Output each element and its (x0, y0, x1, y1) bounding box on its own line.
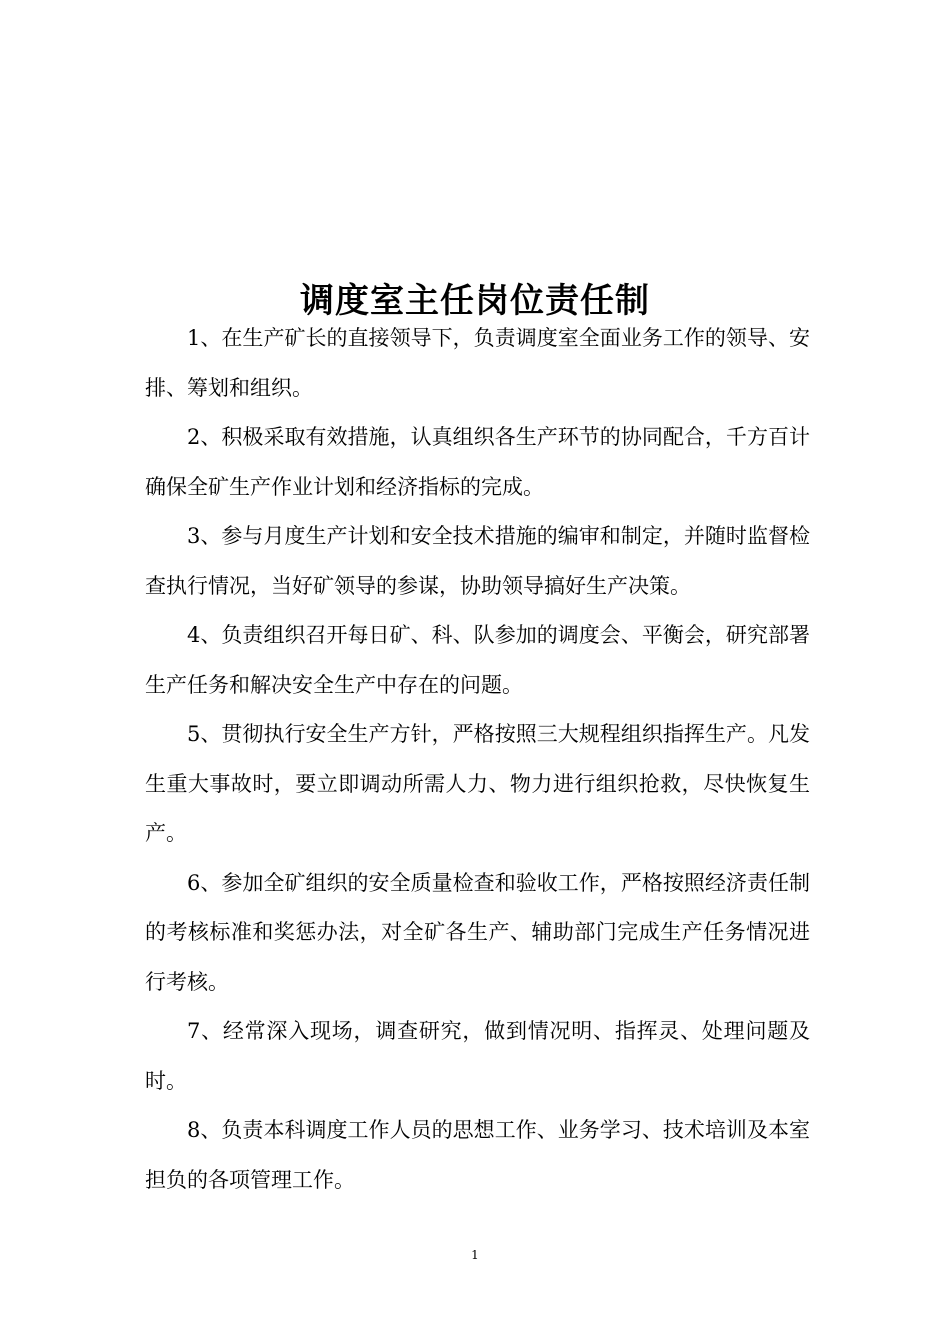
paragraph-1: 1、在生产矿长的直接领导下，负责调度室全面业务工作的领导、安排、筹划和组织。 (145, 326, 810, 400)
paragraph-8: 8、负责本科调度工作人员的思想工作、业务学习、技术培训及本室担负的各项管理工作。 (145, 1118, 810, 1192)
paragraph-6: 6、参加全矿组织的安全质量检查和验收工作，严格按照经济责任制的考核标准和奖惩办法，对全矿各生产、辅助部门完成生产任务情况进行考核。 (145, 870, 810, 994)
paragraph-2: 2、积极采取有效措施，认真组织各生产环节的协同配合，千方百计确保全矿生产作业计划和经济指标的完成。 (145, 425, 810, 499)
document-body (145, 314, 810, 1205)
paragraph-5: 5、贯彻执行安全生产方针，严格按照三大规程组织指挥生产。凡发生重大事故时，要立即调动所需人力、物力进行组织抢救，尽快恢复生产。 (145, 722, 810, 845)
paragraph-7: 7、经常深入现场，调查研究，做到情况明、指挥灵、处理问题及时。 (145, 1019, 810, 1093)
document-title: 调度室主任岗位责任制 (300, 280, 650, 321)
paragraph-4: 4、负责组织召开每日矿、科、队参加的调度会、平衡会，研究部署生产任务和解决安全生产中存在的问题。 (145, 623, 810, 697)
page-number: 1 (471, 1248, 479, 1262)
paragraph-3: 3、参与月度生产计划和安全技术措施的编审和制定，并随时监督检查执行情况，当好矿领导的参谋，协助领导搞好生产决策。 (145, 524, 810, 598)
